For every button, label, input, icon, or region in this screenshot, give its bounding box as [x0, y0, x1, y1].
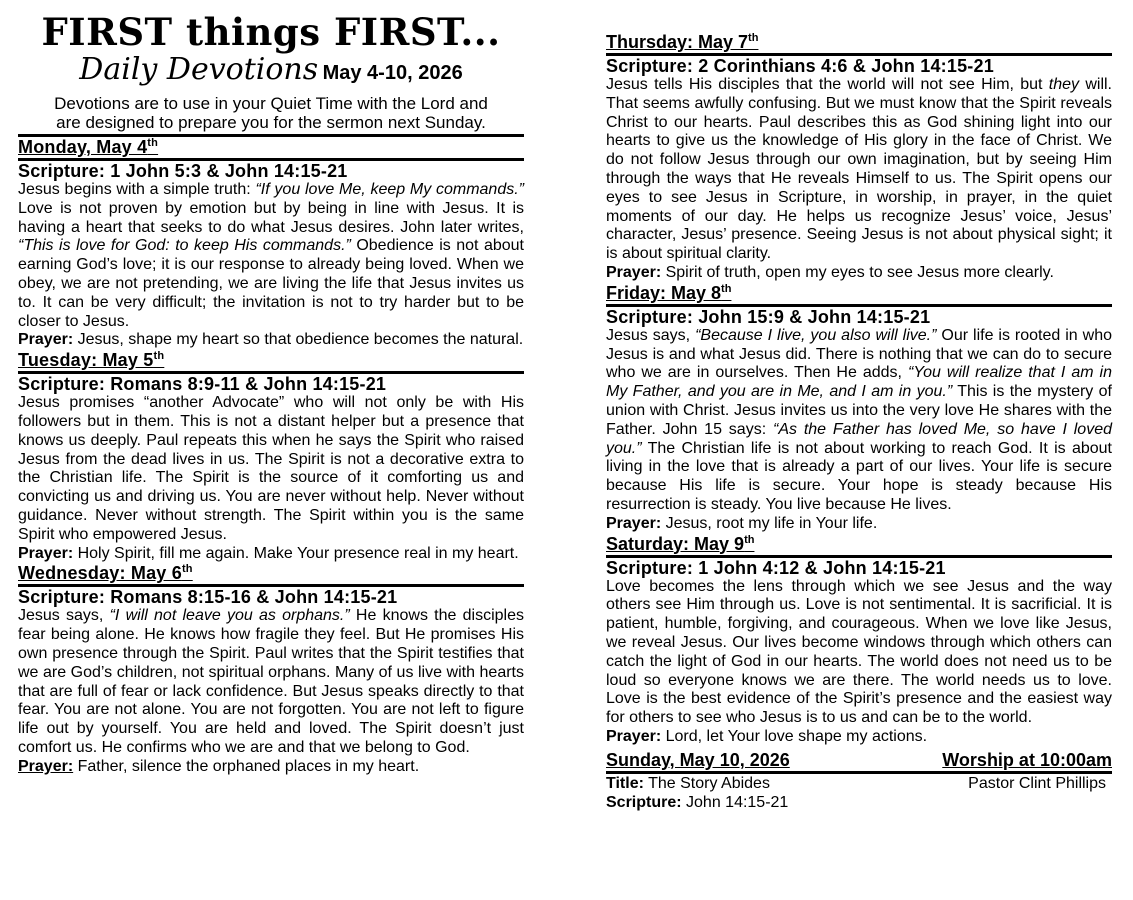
scripture-heading: Scripture: Romans 8:9-11 & John 14:15-21 — [18, 371, 524, 394]
devotion-friday — [606, 283, 1112, 534]
sermon-title-row — [606, 774, 1112, 793]
devotion-saturday — [606, 534, 1112, 747]
devotion-tuesday — [18, 350, 524, 563]
devotion-text: Jesus says, “I will not leave you as orphans.” He knows the disciples fear being alone. He knows how fragile they feel. But He promises His own presence through the Spirit. Paul writes that the Spirit testifies that we are God’s children, not spiritual orphans. Many of us live with hearts that are full of fear or lack confidence. But Jesus speaks directly to that fear. You are not alone. You are not forgotten. You are not left to figure life out by yourself. You are held and loved. The Spirit doesn’t just comfort us. He confirms who we are and that we belong to God. — [18, 607, 524, 756]
worship-time: Worship at 10:00am — [942, 749, 1112, 770]
prayer: Prayer: Holy Spirit, fill me again. Make Your presence real in my heart. — [18, 544, 519, 562]
day-heading: Friday: May 8th — [606, 282, 732, 303]
prayer: Prayer: Jesus, root my life in Your life. — [606, 514, 878, 532]
scripture-heading: Scripture: 2 Corinthians 4:6 & John 14:15-21 — [606, 53, 1112, 76]
sunday-date: Sunday, May 10, 2026 — [606, 749, 790, 770]
sermon-scripture: Scripture: John 14:15-21 — [606, 793, 789, 811]
prayer: Prayer: Spirit of truth, open my eyes to see Jesus more clearly. — [606, 263, 1054, 281]
intro-line-2: are designed to prepare you for the sermon next Sunday. — [56, 113, 486, 132]
prayer: Prayer: Lord, let Your love shape my actions. — [606, 727, 928, 745]
subtitle-row — [18, 53, 524, 92]
devotion-text: Jesus begins with a simple truth: “If you love Me, keep My commands.” Love is not proven by emotion but by being in line with Jesus. It is having a heart that seeks to do what Jesus desires. John later writes, “This is love for God: to keep His commands.” Obedience is not about earning God’s love; it is our response to already being loved. When we obey, we are not pretending, we are living the life that Jesus invites us to. It can be very difficult; the invitation is not to try harder but to be closer to Jesus. — [18, 181, 524, 330]
subtitle: Daily Devotions — [79, 52, 319, 87]
devotion-wednesday — [18, 563, 524, 776]
scripture-heading: Scripture: 1 John 4:12 & John 14:15-21 — [606, 555, 1112, 578]
sunday-sermon — [606, 750, 1112, 812]
devotion-text: Jesus tells His disciples that the world will not see Him, but they will. That seems awfully confusing. But we must know that the Spirit reveals Christ to our hearts. Paul describes this as God shining light into our hearts to give us the knowledge of His glory in the face of Christ. We do not follow Jesus through our own imagination, but by seeing Him through the ways that He reveals Himself to us. The Spirit opens our eyes to see Jesus in Scripture, in worship, in prayer, in the quiet moments of our day. He helps us recognize Jesus’ voice, Jesus’ character, Jesus’ presence. Seeing Jesus is not about physical sight; it is about spiritual clarity. — [606, 76, 1113, 263]
day-heading: Wednesday: May 6th — [18, 563, 193, 584]
devotion-text: Jesus promises “another Advocate” who will not only be with His followers but in them. This is not a distant helper but a presence that knows us deeply. Paul repeats this when he says the Spirit who raised Jesus from the dead lives in us. The Spirit is not a decorative extra to the Christian life. The Spirit is the source of it comforting us and convicting us and driving us. You are never without help. Never without guidance. Never without strength. The Spirit within you is the same Spirit who empowered Jesus. — [18, 394, 524, 543]
day-heading: Tuesday: May 5th — [18, 350, 165, 371]
scripture-heading: Scripture: Romans 8:15-16 & John 14:15-21 — [18, 584, 524, 607]
date-range: May 4-10, 2026 — [322, 62, 463, 84]
devotion-text: Love becomes the lens through which we see Jesus and the way others see Him through us. Love is not sentimental. It is sacrificial. It is patient, humble, forgiving, and courageous. When we love like Jesus, we reveal Jesus. Our lives become windows through which others can catch the light of God in our hearts. The world does not need us to be loud so everyone knows we are there. The world needs us to love. Love is the best evidence of the Spirit’s presence and the easiest way for others to see who Jesus is to us and can be to the world. — [606, 577, 1112, 727]
main-title: FIRST things FIRST... — [41, 10, 501, 54]
scripture-heading: Scripture: 1 John 5:3 & John 14:15-21 — [18, 158, 524, 181]
devotion-monday — [18, 137, 524, 350]
bulletin-banner — [18, 12, 524, 137]
prayer: Prayer: Father, silence the orphaned places in my heart. — [18, 757, 420, 775]
pastor-name: Pastor Clint Phillips — [968, 774, 1106, 792]
devotion-text: Jesus says, “Because I live, you also will live.” Our life is rooted in who Jesus is and what Jesus did. There is nothing that we can do to secure who we are in ourselves. Then He adds, “You will realize that I am in My Father, and you are in Me, and I am in you.” This is the mystery of union with Christ. Jesus invites us into the very love He shares with the Father. John 15 says: “As the Father has loved Me, so have I loved you.” The Christian life is not about working to reach God. It is about living in the love that is already a part of our lives. Your life is secure because His life is secure. Your hope is steady because His resurrection is steady. You live because He lives. — [606, 326, 1113, 513]
sermon-scripture-row — [606, 793, 1112, 812]
devotion-thursday — [606, 32, 1112, 283]
day-heading: Monday, May 4th — [18, 137, 159, 157]
sunday-heading-row — [606, 750, 1112, 771]
intro-text — [18, 94, 524, 132]
day-heading: Thursday: May 7th — [606, 32, 759, 52]
intro-line-1: Devotions are to use in your Quiet Time with the Lord and — [54, 94, 488, 113]
prayer: Prayer: Jesus, shape my heart so that obedience becomes the natural. — [18, 331, 524, 349]
right-column — [606, 32, 1112, 812]
day-heading: Saturday: May 9th — [606, 533, 755, 554]
scripture-heading: Scripture: John 15:9 & John 14:15-21 — [606, 304, 1112, 327]
sermon-title: Title: The Story Abides — [606, 774, 770, 792]
left-column — [18, 0, 524, 777]
